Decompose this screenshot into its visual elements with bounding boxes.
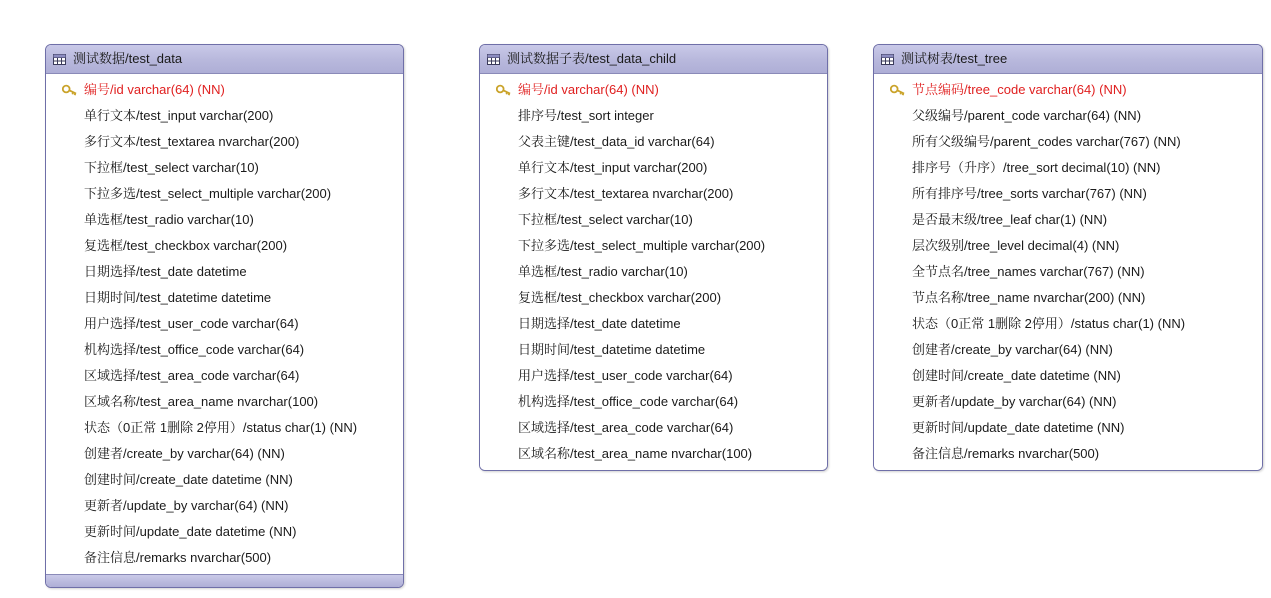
attribute-label: 节点名称/tree_name nvarchar(200) (NN) (912, 290, 1146, 305)
entity-table-test_tree[interactable] (873, 44, 1263, 471)
attribute-row[interactable] (480, 389, 827, 415)
attribute-label: 单选框/test_radio varchar(10) (84, 212, 254, 227)
attribute-label: 复选框/test_checkbox varchar(200) (518, 290, 722, 305)
table-icon (881, 54, 894, 65)
attribute-label: 全节点名/tree_names varchar(767) (NN) (912, 264, 1145, 279)
attribute-label: 备注信息/remarks nvarchar(500) (84, 550, 272, 565)
attribute-label: 下拉多选/test_select_multiple varchar(200) (84, 186, 332, 201)
table-icon (53, 54, 66, 65)
attribute-label: 所有父级编号/parent_codes varchar(767) (NN) (912, 134, 1181, 149)
entity-footer (46, 574, 403, 587)
attribute-label: 下拉多选/test_select_multiple varchar(200) (518, 238, 766, 253)
attribute-label: 区域名称/test_area_name nvarchar(100) (518, 446, 753, 461)
attribute-row[interactable] (874, 233, 1262, 259)
attribute-row[interactable] (480, 337, 827, 363)
attribute-row[interactable] (480, 285, 827, 311)
attribute-label: 单选框/test_radio varchar(10) (518, 264, 688, 279)
attribute-row[interactable] (46, 103, 403, 129)
attribute-label: 更新者/update_by varchar(64) (NN) (912, 394, 1117, 409)
entity-title: 测试数据/test_data (73, 51, 183, 66)
entity-table-test_data_child[interactable] (479, 44, 828, 471)
attribute-label: 多行文本/test_textarea nvarchar(200) (84, 134, 300, 149)
attribute-row[interactable] (874, 129, 1262, 155)
attribute-row[interactable] (874, 389, 1262, 415)
entity-title: 测试树表/test_tree (901, 51, 1008, 66)
attribute-row[interactable] (46, 519, 403, 545)
attribute-row[interactable] (480, 181, 827, 207)
attribute-label: 机构选择/test_office_code varchar(64) (84, 342, 305, 357)
attribute-row[interactable] (46, 441, 403, 467)
attribute-label: 用户选择/test_user_code varchar(64) (518, 368, 733, 383)
attribute-row[interactable] (480, 207, 827, 233)
primary-key-icon (488, 84, 518, 97)
attribute-label: 下拉框/test_select varchar(10) (84, 160, 259, 175)
attribute-row[interactable] (480, 311, 827, 337)
attribute-row[interactable] (480, 129, 827, 155)
attribute-row[interactable] (480, 77, 827, 103)
entity-header[interactable] (480, 45, 827, 74)
attribute-row[interactable] (46, 77, 403, 103)
attribute-row[interactable] (874, 415, 1262, 441)
attribute-label: 日期时间/test_datetime datetime (84, 290, 272, 305)
attribute-row[interactable] (874, 103, 1262, 129)
attribute-label: 父级编号/parent_code varchar(64) (NN) (912, 108, 1142, 123)
attribute-row[interactable] (46, 415, 403, 441)
attribute-row[interactable] (46, 207, 403, 233)
entity-header[interactable] (874, 45, 1262, 74)
entity-attribute-list (874, 74, 1262, 470)
attribute-row[interactable] (480, 259, 827, 285)
entity-attribute-list (46, 74, 403, 574)
attribute-label: 更新时间/update_date datetime (NN) (912, 420, 1125, 435)
attribute-row[interactable] (874, 337, 1262, 363)
attribute-row[interactable] (874, 363, 1262, 389)
attribute-row[interactable] (46, 285, 403, 311)
attribute-row[interactable] (46, 337, 403, 363)
attribute-label: 更新时间/update_date datetime (NN) (84, 524, 297, 539)
attribute-row[interactable] (874, 181, 1262, 207)
attribute-row[interactable] (46, 493, 403, 519)
attribute-row[interactable] (480, 155, 827, 181)
attribute-label: 层次级别/tree_level decimal(4) (NN) (912, 238, 1120, 253)
attribute-label: 机构选择/test_office_code varchar(64) (518, 394, 739, 409)
entity-title: 测试数据子表/test_data_child (507, 51, 677, 66)
attribute-label: 用户选择/test_user_code varchar(64) (84, 316, 299, 331)
attribute-label: 日期时间/test_datetime datetime (518, 342, 706, 357)
attribute-row[interactable] (46, 129, 403, 155)
attribute-label: 所有排序号/tree_sorts varchar(767) (NN) (912, 186, 1147, 201)
attribute-label: 日期选择/test_date datetime (84, 264, 247, 279)
entity-attribute-list (480, 74, 827, 470)
entity-table-test_data[interactable] (45, 44, 404, 588)
attribute-row[interactable] (874, 155, 1262, 181)
attribute-label: 状态（0正常 1删除 2停用）/status char(1) (NN) (912, 316, 1186, 331)
attribute-row[interactable] (46, 467, 403, 493)
attribute-label: 编号/id varchar(64) (NN) (84, 82, 225, 97)
attribute-label: 更新者/update_by varchar(64) (NN) (84, 498, 289, 513)
attribute-label: 多行文本/test_textarea nvarchar(200) (518, 186, 734, 201)
primary-key-icon (54, 84, 84, 97)
attribute-label: 节点编码/tree_code varchar(64) (NN) (912, 82, 1127, 97)
attribute-row[interactable] (480, 103, 827, 129)
attribute-label: 区域名称/test_area_name nvarchar(100) (84, 394, 319, 409)
attribute-label: 单行文本/test_input varchar(200) (84, 108, 274, 123)
attribute-label: 编号/id varchar(64) (NN) (518, 82, 659, 97)
attribute-label: 创建时间/create_date datetime (NN) (84, 472, 293, 487)
attribute-label: 区域选择/test_area_code varchar(64) (84, 368, 300, 383)
attribute-label: 单行文本/test_input varchar(200) (518, 160, 708, 175)
attribute-row[interactable] (46, 545, 403, 571)
attribute-label: 下拉框/test_select varchar(10) (518, 212, 693, 227)
attribute-row[interactable] (874, 441, 1262, 467)
attribute-label: 是否最末级/tree_leaf char(1) (NN) (912, 212, 1108, 227)
attribute-label: 日期选择/test_date datetime (518, 316, 681, 331)
attribute-row[interactable] (480, 363, 827, 389)
entity-header[interactable] (46, 45, 403, 74)
attribute-row[interactable] (480, 233, 827, 259)
attribute-row[interactable] (874, 207, 1262, 233)
attribute-row[interactable] (874, 311, 1262, 337)
attribute-label: 状态（0正常 1删除 2停用）/status char(1) (NN) (84, 420, 358, 435)
attribute-label: 复选框/test_checkbox varchar(200) (84, 238, 288, 253)
attribute-row[interactable] (46, 311, 403, 337)
attribute-row[interactable] (46, 259, 403, 285)
attribute-row[interactable] (46, 233, 403, 259)
attribute-label: 创建者/create_by varchar(64) (NN) (84, 446, 285, 461)
attribute-row[interactable] (874, 285, 1262, 311)
attribute-row[interactable] (480, 415, 827, 441)
attribute-label: 区域选择/test_area_code varchar(64) (518, 420, 734, 435)
primary-key-icon (882, 84, 912, 97)
attribute-row[interactable] (46, 181, 403, 207)
attribute-row[interactable] (46, 389, 403, 415)
attribute-label: 备注信息/remarks nvarchar(500) (912, 446, 1100, 461)
attribute-row[interactable] (874, 77, 1262, 103)
attribute-row[interactable] (874, 259, 1262, 285)
attribute-label: 排序号/test_sort integer (518, 108, 654, 123)
attribute-label: 父表主键/test_data_id varchar(64) (518, 134, 715, 149)
attribute-label: 创建时间/create_date datetime (NN) (912, 368, 1121, 383)
attribute-label: 创建者/create_by varchar(64) (NN) (912, 342, 1113, 357)
attribute-row[interactable] (46, 363, 403, 389)
attribute-row[interactable] (480, 441, 827, 467)
attribute-label: 排序号（升序）/tree_sort decimal(10) (NN) (912, 160, 1161, 175)
table-icon (487, 54, 500, 65)
attribute-row[interactable] (46, 155, 403, 181)
